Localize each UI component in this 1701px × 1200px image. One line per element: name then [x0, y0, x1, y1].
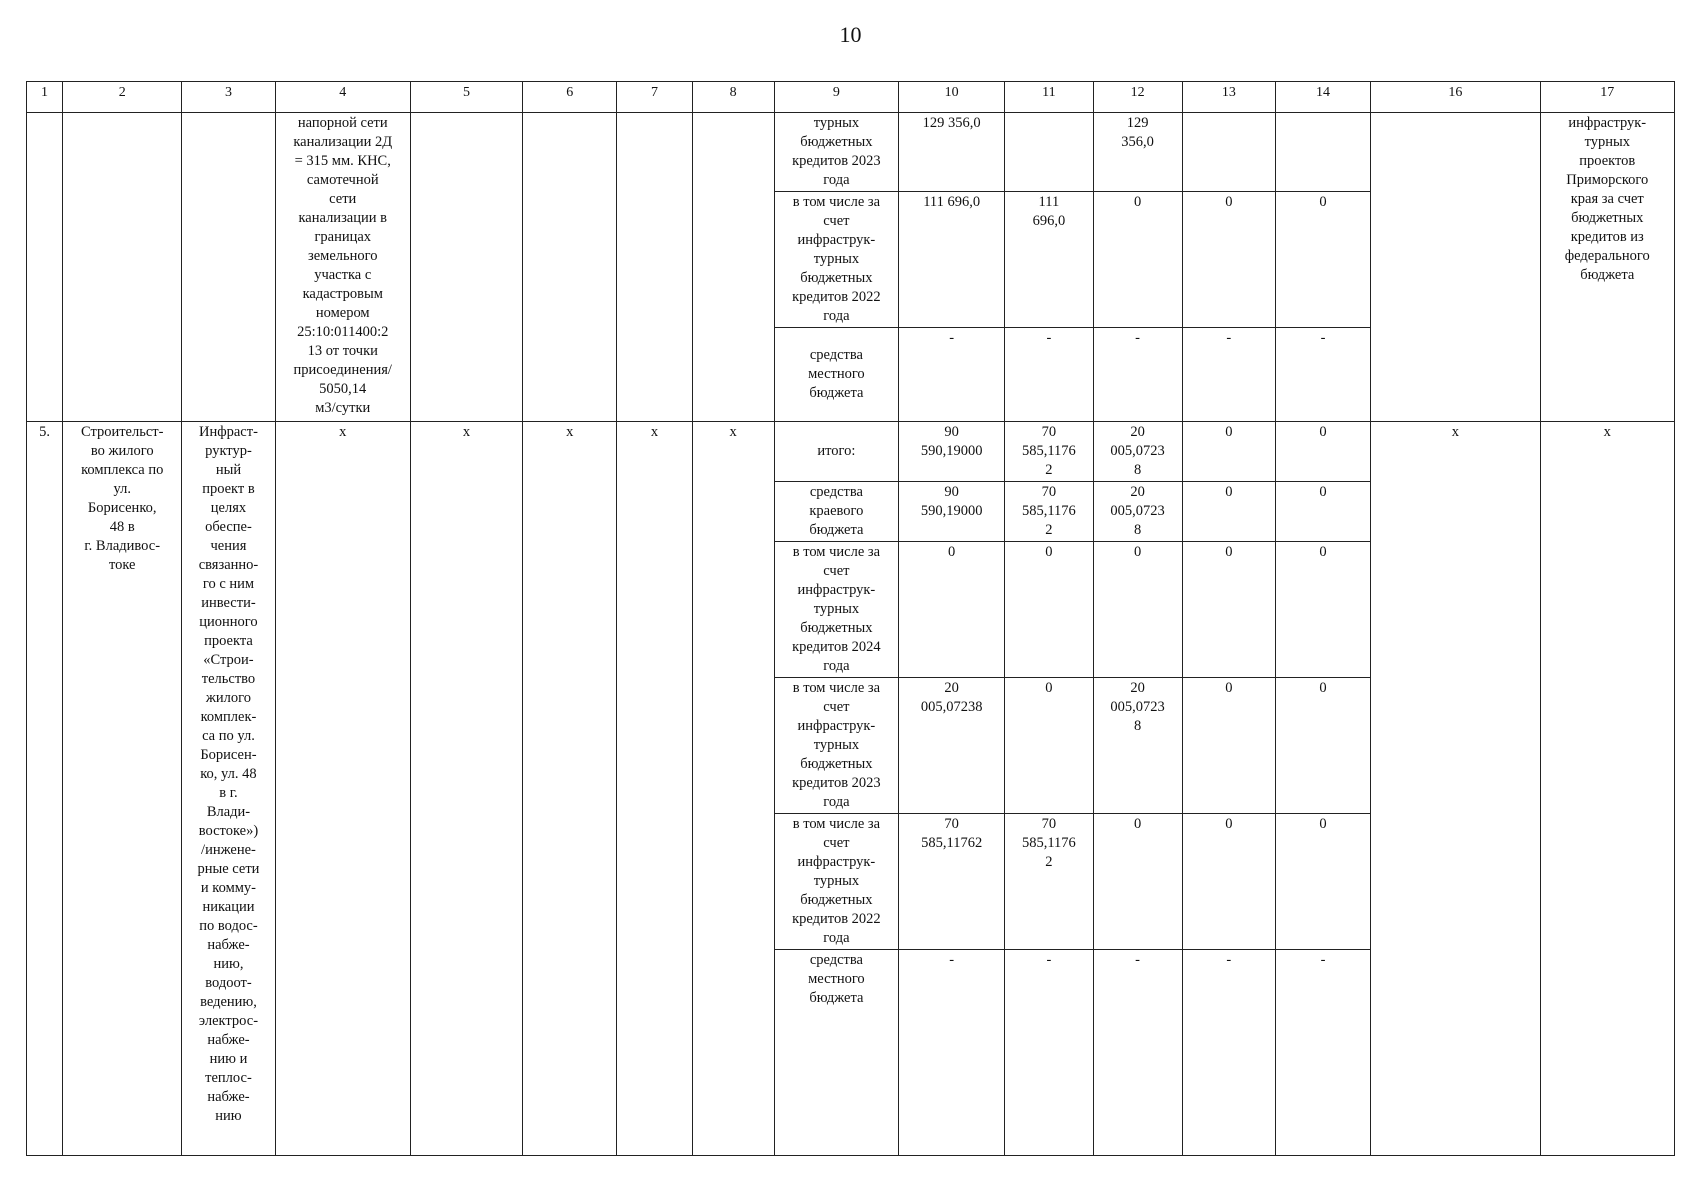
cell-note: х: [1540, 422, 1674, 1156]
budget-table: [26, 81, 1675, 1156]
cell-value-14: -: [1275, 950, 1370, 1156]
cell-name: [63, 113, 182, 422]
cell-value-10: 70 585,11762: [899, 814, 1005, 950]
cell-value-10: 20 005,07238: [899, 678, 1005, 814]
cell-funding-source: турных бюджетных кредитов 2023 года: [774, 113, 898, 192]
cell-value-10: 129 356,0: [899, 113, 1005, 192]
cell-value-13: 0: [1182, 192, 1275, 328]
cell-funding-source: в том числе за счет инфраструк- турных бюджетных кредитов 2022 года: [774, 192, 898, 328]
header-row: [27, 82, 1675, 113]
cell-col5: х: [410, 422, 522, 1156]
cell-col6: х: [523, 422, 617, 1156]
column-header: 3: [182, 82, 275, 113]
cell-value-11: 70 585,1176 2: [1005, 482, 1093, 542]
column-header: 13: [1182, 82, 1275, 113]
cell-value-14: -: [1275, 328, 1370, 422]
cell-value-12: 0: [1093, 542, 1182, 678]
cell-value-11: 70 585,1176 2: [1005, 814, 1093, 950]
cell-value-11: 0: [1005, 678, 1093, 814]
column-header: 9: [774, 82, 898, 113]
cell-funding-source: в том числе за счет инфраструк- турных бюджетных кредитов 2024 года: [774, 542, 898, 678]
cell-value-10: -: [899, 950, 1005, 1156]
cell-value-13: -: [1182, 328, 1275, 422]
cell-col8: х: [692, 422, 774, 1156]
cell-value-10: -: [899, 328, 1005, 422]
column-header: 17: [1540, 82, 1674, 113]
column-header: 5: [410, 82, 522, 113]
cell-funding-source: средства краевого бюджета: [774, 482, 898, 542]
cell-value-13: -: [1182, 950, 1275, 1156]
cell-col16: х: [1371, 422, 1540, 1156]
cell-value-11: -: [1005, 950, 1093, 1156]
cell-value-11: 0: [1005, 542, 1093, 678]
cell-value-14: 0: [1275, 192, 1370, 328]
cell-value-12: 0: [1093, 192, 1182, 328]
column-header: 16: [1371, 82, 1540, 113]
cell-capacity-description: х: [275, 422, 410, 1156]
cell-value-13: 0: [1182, 814, 1275, 950]
cell-value-14: 0: [1275, 678, 1370, 814]
cell-name: Строительст- во жилого комплекса по ул. Борисенко, 48 в г. Владивос- токе: [63, 422, 182, 1156]
table-row: [27, 113, 1675, 192]
cell-funding-source: в том числе за счет инфраструк- турных бюджетных кредитов 2023 года: [774, 678, 898, 814]
column-header: 11: [1005, 82, 1093, 113]
column-header: 1: [27, 82, 63, 113]
column-header: 2: [63, 82, 182, 113]
column-header: 14: [1275, 82, 1370, 113]
cell-funding-source: в том числе за счет инфраструк- турных бюджетных кредитов 2022 года: [774, 814, 898, 950]
cell-value-12: 129 356,0: [1093, 113, 1182, 192]
cell-value-12: 20 005,0723 8: [1093, 678, 1182, 814]
cell-value-11: -: [1005, 328, 1093, 422]
cell-value-10: 0: [899, 542, 1005, 678]
cell-col7: х: [617, 422, 692, 1156]
cell-funding-source: средства местного бюджета: [774, 950, 898, 1156]
page-number: 10: [839, 22, 862, 47]
cell-value-14: 0: [1275, 814, 1370, 950]
cell-col6: [523, 113, 617, 422]
cell-funding-source: итого:: [774, 422, 898, 482]
cell-value-13: 0: [1182, 482, 1275, 542]
cell-value-14: [1275, 113, 1370, 192]
cell-value-13: 0: [1182, 678, 1275, 814]
column-header: 10: [899, 82, 1005, 113]
cell-value-10: 111 696,0: [899, 192, 1005, 328]
column-header: 8: [692, 82, 774, 113]
cell-value-11: 70 585,1176 2: [1005, 422, 1093, 482]
cell-project-type: Инфраст- руктур- ный проект в целях обеспе- чения связанно- го с ним инвести- ционного проекта «Строи- тельство жилого комплек- са по ул. Борисен- ко, ул. 48 в г. Влади- востоке») /инжене- рные сети и комму- никации по водос- набже- нию, водоот- ведению, электрос- набже- нию и теплос- набже- нию: [182, 422, 275, 1156]
cell-value-14: 0: [1275, 542, 1370, 678]
column-header: 12: [1093, 82, 1182, 113]
cell-value-13: 0: [1182, 542, 1275, 678]
cell-value-11: [1005, 113, 1093, 192]
table-row: [27, 422, 1675, 482]
cell-value-13: 0: [1182, 422, 1275, 482]
cell-col7: [617, 113, 692, 422]
cell-value-12: -: [1093, 328, 1182, 422]
cell-value-12: 20 005,0723 8: [1093, 422, 1182, 482]
cell-project-type: [182, 113, 275, 422]
cell-col8: [692, 113, 774, 422]
cell-col16: [1371, 113, 1540, 422]
cell-value-11: 111 696,0: [1005, 192, 1093, 328]
cell-value-12: 0: [1093, 814, 1182, 950]
cell-value-12: -: [1093, 950, 1182, 1156]
cell-note: инфраструк- турных проектов Приморского края за счет бюджетных кредитов из федерального бюджета: [1540, 113, 1674, 422]
cell-funding-source: средства местного бюджета: [774, 328, 898, 422]
cell-value-10: 90 590,19000: [899, 422, 1005, 482]
column-header: 6: [523, 82, 617, 113]
cell-index: [27, 113, 63, 422]
cell-value-14: 0: [1275, 482, 1370, 542]
cell-value-12: 20 005,0723 8: [1093, 482, 1182, 542]
cell-value-14: 0: [1275, 422, 1370, 482]
cell-col5: [410, 113, 522, 422]
cell-value-13: [1182, 113, 1275, 192]
cell-index: 5.: [27, 422, 63, 1156]
cell-value-10: 90 590,19000: [899, 482, 1005, 542]
column-header: 7: [617, 82, 692, 113]
cell-capacity-description: напорной сети канализации 2Д = 315 мм. КНС, самотечной сети канализации в границах земельного участка с кадастровым номером 25:10:011400:2 13 от точки присоединения/ 5050,14 м3/сутки: [275, 113, 410, 422]
column-header: 4: [275, 82, 410, 113]
